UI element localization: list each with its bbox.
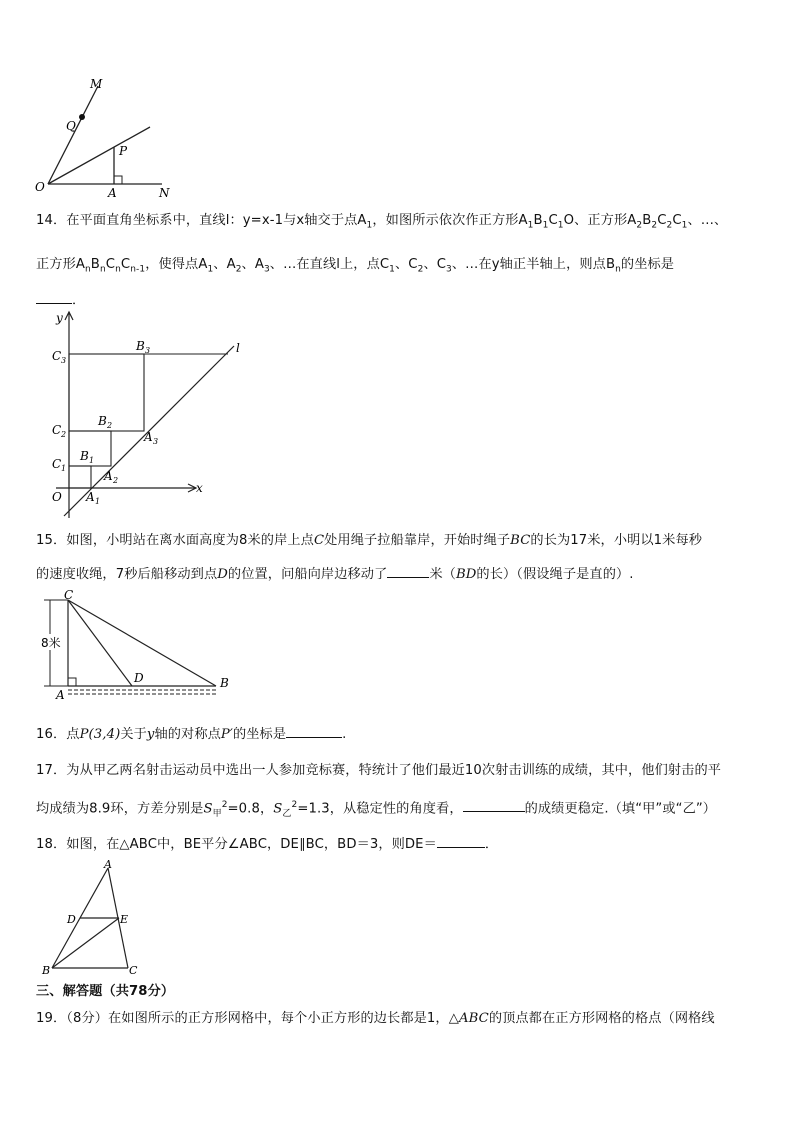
label-b18: B	[42, 964, 51, 977]
label-o2: O	[52, 490, 62, 504]
label-p: P	[119, 144, 128, 158]
figure-angle-mon	[30, 74, 190, 200]
label-b3: B	[136, 339, 145, 353]
q14-answer-blank[interactable]	[36, 290, 72, 304]
label-c1-sub: 1	[61, 464, 67, 473]
q14-line2: 正方形$A_nB_nC_nC_{n-1}$，使得点$A_1$、$A_2$、$A_3$、…在直线l上，点$C_1$、$C_2$、$C_3$、…在y轴正半轴上，则点$B_n$的坐标是	[36, 257, 675, 275]
label-a15: A	[56, 688, 65, 702]
label-m: M	[90, 77, 103, 91]
section-three-heading: 三、解答题（共78分）	[36, 984, 175, 999]
q14-line3: ．	[36, 290, 85, 310]
label-y: y	[56, 311, 63, 325]
q19-line: 19．（8分）在如图所示的正方形网格中，每个小正方形的边长都是1，△ABC的顶点都在正方形网格的格点（网格线	[36, 1011, 715, 1026]
label-b1: B	[80, 449, 89, 463]
q15-line2: 的速度收绳，7秒后船移动到点D的位置，问船向岸边移动了 米（BD的长）（假设绳子是直的）.	[36, 564, 634, 584]
ray-op	[48, 127, 150, 184]
q15-line1: 15．如图，小明站在离水面高度为8米的岸上点C处用绳子拉船靠岸，开始时绳子BC的长为17米，小明以1米每秒	[36, 533, 703, 548]
label-e18: E	[120, 913, 129, 926]
rope-cd	[68, 600, 132, 686]
label-l: l	[236, 341, 240, 355]
figure-squares	[36, 308, 246, 522]
q14-line1: 14．在平面直角坐标系中，直线l：y=x-1与x轴交于点$A_1$，如图所示依次作正方形$A_1B_1C_1O$、正方形$A_2B_2C_2C_1$、…、	[36, 213, 728, 231]
label-a2-sub: 2	[113, 476, 119, 485]
label-height: 8米	[41, 636, 61, 650]
label-b3-sub: 3	[145, 346, 151, 355]
label-b2: B	[98, 414, 107, 428]
label-a: A	[108, 186, 117, 200]
label-c1: C	[52, 457, 62, 471]
q17-line2: 均成绩为8.9环，方差分别是$S_甲^2=0.8$，$S_乙^2=1.3$，从稳定性的角度看， 的成绩更稳定.（填“甲”或“乙”）	[36, 800, 717, 820]
label-c18: C	[129, 964, 138, 977]
label-a18: A	[104, 860, 112, 871]
square-1	[69, 466, 91, 488]
label-d: D	[134, 671, 144, 685]
segment-be	[52, 918, 119, 968]
q18-line: 18．如图，在△ABC中，BE平分∠ABC，DE∥BC，BD＝3，则DE＝ ．	[36, 834, 498, 854]
q16-answer-blank[interactable]	[286, 724, 342, 738]
label-a3: A	[144, 430, 153, 444]
right-angle-mark-a	[68, 678, 76, 686]
q17-answer-blank[interactable]	[463, 798, 525, 812]
label-c3-sub: 3	[61, 356, 67, 365]
label-x: x	[196, 481, 203, 495]
label-c2-sub: 2	[61, 430, 67, 439]
point-q	[79, 114, 85, 120]
label-c: C	[64, 590, 74, 602]
label-q: Q	[66, 119, 76, 133]
label-a1-sub: 1	[95, 497, 101, 506]
label-o: O	[35, 180, 45, 194]
label-n: N	[159, 186, 170, 200]
label-b2-sub: 2	[107, 421, 113, 430]
label-a2: A	[104, 469, 113, 483]
label-d18: D	[67, 913, 76, 926]
figure-boat	[36, 590, 236, 702]
label-b15: B	[220, 676, 229, 690]
q17-line1: 17．为从甲乙两名射击运动员中选出一人参加竞标赛，特统计了他们最近10次射击训练的成绩，其中，他们射击的平	[36, 763, 722, 778]
figure-triangle	[36, 860, 146, 978]
right-angle-mark	[114, 176, 122, 184]
label-b1-sub: 1	[89, 456, 95, 465]
q18-answer-blank[interactable]	[437, 834, 485, 848]
q15-answer-blank[interactable]	[387, 564, 429, 578]
label-a1: A	[86, 490, 95, 504]
label-a3-sub: 3	[153, 437, 159, 446]
q16-line: 16．点P(3,4)关于y轴的对称点P′的坐标是 .	[36, 724, 346, 744]
label-c3: C	[52, 349, 62, 363]
label-c2: C	[52, 423, 62, 437]
